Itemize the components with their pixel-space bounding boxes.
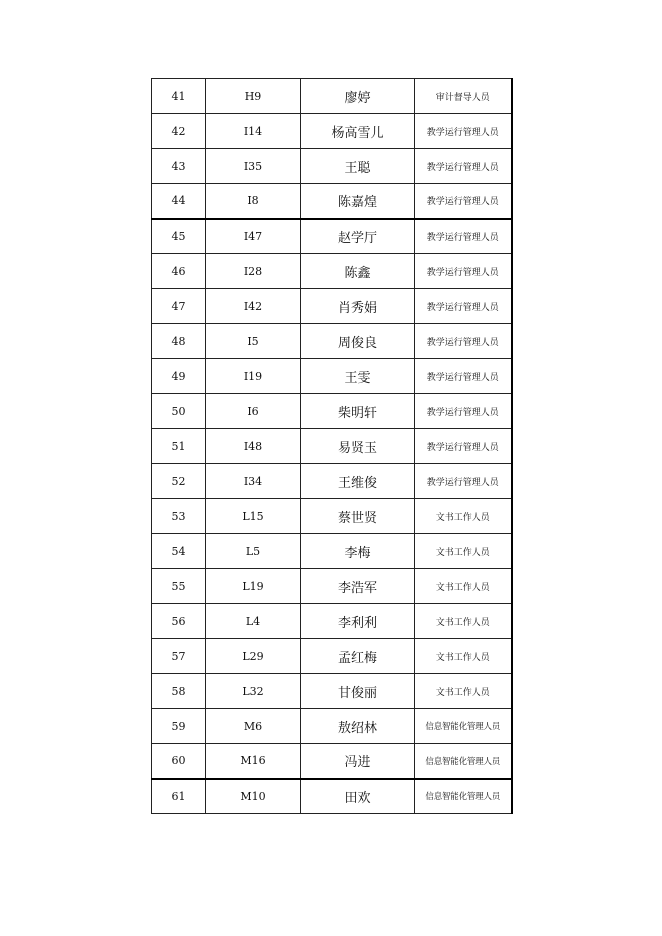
row-number: 49: [152, 359, 206, 394]
row-code: I19: [206, 359, 301, 394]
row-name: 李利利: [301, 604, 415, 639]
row-number: 56: [152, 604, 206, 639]
row-name: 杨高雪儿: [301, 114, 415, 149]
table-row: [152, 289, 512, 324]
row-code: L15: [206, 499, 301, 534]
row-number: 60: [152, 744, 206, 779]
row-number: 57: [152, 639, 206, 674]
row-number: 48: [152, 324, 206, 359]
table-row: [152, 394, 512, 429]
row-code: I5: [206, 324, 301, 359]
table-row: [152, 709, 512, 744]
row-name: 周俊良: [301, 324, 415, 359]
table-row: [152, 464, 512, 499]
row-name: 肖秀娟: [301, 289, 415, 324]
table-row: [152, 744, 512, 779]
row-code: L32: [206, 674, 301, 709]
row-code: L29: [206, 639, 301, 674]
table-row: [152, 184, 512, 219]
row-role: 文书工作人员: [415, 639, 512, 674]
row-role: 教学运行管理人员: [415, 114, 512, 149]
table-row: [152, 534, 512, 569]
row-role: 信息智能化管理人员: [415, 709, 512, 744]
row-role: 文书工作人员: [415, 604, 512, 639]
row-role: 文书工作人员: [415, 534, 512, 569]
table-row: [152, 674, 512, 709]
row-number: 51: [152, 429, 206, 464]
row-name: 柴明轩: [301, 394, 415, 429]
row-number: 41: [152, 79, 206, 114]
table-row: [152, 604, 512, 639]
table-row: [152, 219, 512, 254]
row-name: 易贤玉: [301, 429, 415, 464]
row-number: 58: [152, 674, 206, 709]
row-code: I28: [206, 254, 301, 289]
row-name: 陈鑫: [301, 254, 415, 289]
table-row: [152, 359, 512, 394]
table-row: [152, 429, 512, 464]
row-code: M6: [206, 709, 301, 744]
row-name: 甘俊丽: [301, 674, 415, 709]
row-code: I47: [206, 219, 301, 254]
table-row: [152, 324, 512, 359]
row-name: 敖绍林: [301, 709, 415, 744]
row-role: 教学运行管理人员: [415, 149, 512, 184]
row-code: M16: [206, 744, 301, 779]
row-role: 教学运行管理人员: [415, 219, 512, 254]
row-role: 文书工作人员: [415, 674, 512, 709]
row-name: 王维俊: [301, 464, 415, 499]
row-name: 李梅: [301, 534, 415, 569]
table-row: [152, 254, 512, 289]
row-name: 赵学厅: [301, 219, 415, 254]
row-number: 42: [152, 114, 206, 149]
row-code: I6: [206, 394, 301, 429]
row-name: 王聪: [301, 149, 415, 184]
row-number: 61: [152, 779, 206, 814]
row-number: 55: [152, 569, 206, 604]
row-number: 46: [152, 254, 206, 289]
row-number: 54: [152, 534, 206, 569]
row-number: 59: [152, 709, 206, 744]
row-number: 44: [152, 184, 206, 219]
row-code: I34: [206, 464, 301, 499]
row-role: 文书工作人员: [415, 569, 512, 604]
row-name: 王雯: [301, 359, 415, 394]
table-row: [152, 79, 512, 114]
row-role: 教学运行管理人员: [415, 394, 512, 429]
table-row: [152, 149, 512, 184]
row-role: 文书工作人员: [415, 499, 512, 534]
row-name: 蔡世贤: [301, 499, 415, 534]
row-code: I35: [206, 149, 301, 184]
row-code: I42: [206, 289, 301, 324]
row-number: 52: [152, 464, 206, 499]
row-code: I14: [206, 114, 301, 149]
table-row: [152, 569, 512, 604]
row-role: 教学运行管理人员: [415, 464, 512, 499]
row-name: 廖婷: [301, 79, 415, 114]
row-code: L4: [206, 604, 301, 639]
row-number: 50: [152, 394, 206, 429]
row-role: 教学运行管理人员: [415, 184, 512, 219]
row-code: L19: [206, 569, 301, 604]
row-role: 教学运行管理人员: [415, 359, 512, 394]
row-role: 信息智能化管理人员: [415, 744, 512, 779]
table-row: [152, 639, 512, 674]
row-number: 47: [152, 289, 206, 324]
row-role: 信息智能化管理人员: [415, 779, 512, 814]
table-row: [152, 114, 512, 149]
personnel-table: [151, 78, 513, 814]
row-number: 43: [152, 149, 206, 184]
row-code: M10: [206, 779, 301, 814]
row-role: 教学运行管理人员: [415, 324, 512, 359]
row-role: 审计督导人员: [415, 79, 512, 114]
row-code: H9: [206, 79, 301, 114]
row-name: 李浩军: [301, 569, 415, 604]
row-code: L5: [206, 534, 301, 569]
row-role: 教学运行管理人员: [415, 429, 512, 464]
row-role: 教学运行管理人员: [415, 289, 512, 324]
row-name: 孟红梅: [301, 639, 415, 674]
row-code: I8: [206, 184, 301, 219]
row-name: 陈嘉煌: [301, 184, 415, 219]
row-name: 田欢: [301, 779, 415, 814]
table-row: [152, 499, 512, 534]
table-row: [152, 779, 512, 814]
row-number: 45: [152, 219, 206, 254]
row-role: 教学运行管理人员: [415, 254, 512, 289]
row-name: 冯进: [301, 744, 415, 779]
row-code: I48: [206, 429, 301, 464]
row-number: 53: [152, 499, 206, 534]
